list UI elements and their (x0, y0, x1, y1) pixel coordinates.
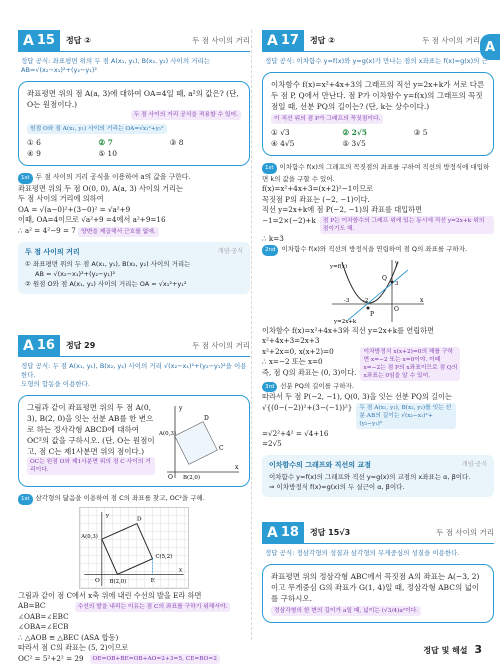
equation-note: 점 P는 이차함수의 그래프 위에 있는 동시에 직선 y=2x+k 위의 점이기도 해. (320, 216, 494, 234)
choice-1[interactable]: ① 6 (27, 138, 41, 147)
parabola-graph (328, 258, 428, 324)
problem-number: 15 (36, 32, 55, 48)
step-tag: 1st (18, 494, 33, 505)
level-letter: A (267, 32, 278, 49)
problem-badge (262, 522, 304, 544)
choice-5[interactable]: ⑤ 3√5 (342, 139, 366, 148)
fig-label-x: x (235, 464, 239, 471)
tip-title: 이차함수의 그래프와 직선의 교점 (269, 460, 371, 469)
step-title: 이차함수 f(x)와 직선의 방정식을 연립하여 점 Q의 좌표를 구하자. (281, 245, 468, 253)
tip-line: AB = √(x₂−x₁)²+(y₂−y₁)² (35, 269, 116, 278)
problem-box (18, 81, 250, 166)
equation-note: 두 점 A(x₁, y₁), B(x₂, y₂)를 잇는 선분 AB의 길이는 √(x₂−x₁)²+(y₂−y₁)² (356, 403, 456, 429)
topic-label: 두 점 사이의 거리 (192, 36, 250, 45)
section-17-header (262, 30, 480, 52)
problem-note: 두 점 사이의 거리 공식을 적용할 수 있어. (131, 110, 241, 120)
equation: ∠OAB=∠EBC (18, 611, 69, 621)
equation: ∴ a² = 4²−9 = 7 (18, 225, 76, 235)
tip-line: ② 원점 O와 점 A(x₁, y₁) 사이의 거리는 OA = √x₁²+y₁² (25, 279, 187, 288)
problem-note: OC는 원점 O와 제1사분면 위의 점 C 사이의 거리이다. (27, 457, 155, 475)
tip-line: 이차함수 y=f(x)의 그래프와 직선 y=g(x)의 교점의 x좌표는 α, β이다. (269, 472, 471, 481)
choices (271, 127, 485, 149)
graph-label-x: x (420, 296, 424, 304)
fig2-label-y: y (105, 512, 110, 519)
graph-label-q: Q (382, 274, 387, 282)
chapter-tab[interactable]: A (480, 34, 500, 60)
equation: x²+4x+3=2x+3 (262, 336, 320, 345)
equation: f(x)=x²+4x+3=(x+2)²−1이므로 (262, 184, 374, 193)
tip-category: 개념·공식 (461, 460, 487, 468)
section-15 (18, 30, 250, 294)
level-letter: A (23, 32, 34, 49)
step-text: 그림과 같이 점 C에서 x축 위에 내린 수선의 발을 E라 하면 (18, 590, 202, 600)
column-divider (251, 30, 252, 640)
step-tag: 2nd (262, 245, 278, 256)
key-formula (18, 55, 250, 77)
step-tag: 1st (262, 163, 277, 174)
equation: 이때, OA=4이므로 √a²+9 =4에서 a²+9=16 (18, 215, 166, 224)
problem-text: 이차함수 f(x)=x²+4x+3의 그래프의 직선 y=2x+k가 서로 다른 두 점 P, Q에서 만난다. 점 P가 이차함수 y=f(x)의 그래프의 꼭짓점일 때, 선분 PQ의 길이는? (단, k는 상수이다.) (271, 80, 485, 111)
graph-label-o: O (394, 305, 399, 313)
fig2-label-o: O (94, 577, 100, 584)
equation-note: OE=OB+BE=OB+AO=2+3=5, CE=BO=2 (90, 654, 220, 664)
equation-note: 이차방정식 x(x+2)=0의 해를 구하면 x=−2 또는 x=0이야. 이때 x=−2는 점 P의 x좌표이므로 점 Q의 x좌표는 0임을 알 수 있어. (360, 347, 460, 381)
fig2-label-b: B(2,0) (109, 578, 127, 585)
fig-label-c: C (219, 445, 224, 452)
fig-label-o: O (168, 474, 173, 480)
problem-badge (18, 30, 60, 52)
step-title: 선분 PQ의 길이를 구하자. (280, 381, 354, 390)
step-text: 따라서 점 C의 좌표는 (5, 2)이므로 (18, 643, 129, 652)
level-letter: A (23, 337, 34, 354)
answer-label: 정답 29 (65, 341, 96, 350)
tip-line: ① 좌표평면 위의 두 점 A(x₁, y₁), B(x₂, y₂) 사이의 거리는 (25, 259, 191, 268)
answer-label: 정답 ② (309, 36, 335, 45)
key-formula-text: 정답 공식: 좌표평면 위의 두 점 A(x₁, y₁), B(x₂, y₂) 사이의 거리는 AB=√(x₂−x₁)²+(y₂−y₁)² (21, 57, 210, 74)
choice-3[interactable]: ③ 8 (169, 138, 184, 147)
section-16-header (18, 335, 250, 357)
choice-4[interactable]: ④ 4√5 (271, 139, 295, 148)
solution-figure (79, 507, 189, 589)
fig-label-a: A(0,3) (159, 431, 177, 437)
equation: AB=BC (18, 601, 46, 610)
equation: OC² = 5²+2² = 29 (18, 653, 84, 663)
step-tag: 3rd (262, 382, 277, 393)
problem-box (262, 72, 494, 156)
equation: 직선 y=2x+k에 점 P(−2, −1)의 좌표를 대입하면 (262, 205, 423, 214)
key-formula (262, 55, 494, 68)
fig2-label-d: D (136, 516, 142, 523)
solution-steps (18, 493, 250, 664)
section-18-header (262, 522, 494, 544)
problem-badge (262, 30, 304, 52)
equation: OA = √(a−0)²+(3−0)² = √a²+9 (18, 204, 131, 214)
fig2-label-a: A(0,3) (81, 533, 98, 540)
answer-label: 정답 15√3 (309, 528, 351, 537)
equation: x²+2x=0, x(x+2)=0 (262, 346, 334, 356)
topic-label: 두 점 사이의 거리 (422, 36, 480, 45)
problem-number: 16 (36, 337, 55, 353)
graph-label-3: 3 (395, 280, 399, 287)
equation: =√2²+4² = √4+16 (262, 428, 329, 438)
right-column (262, 30, 494, 614)
problem-badge (18, 335, 60, 357)
problem-box (262, 564, 494, 623)
equation-note: 수선의 발을 내리는 이유는 점 C의 좌표를 구하기 위해서야. (75, 602, 231, 612)
footer-label: 정답 및 해설 (423, 646, 468, 655)
choice-2[interactable]: ② 2√5 (342, 128, 368, 137)
page-footer (423, 643, 482, 656)
tip-category: 개념·공식 (217, 247, 243, 255)
equation: 따라서 두 점 P(−2, −1), Q(0, 3)을 잇는 선분 PQ의 길이는 (262, 392, 452, 401)
section-16 (18, 335, 250, 664)
graph-label-fx: y=f(x) (330, 263, 348, 270)
equation: ∴ k=3 (262, 233, 284, 243)
graph-label-neg2: -2 (363, 297, 369, 304)
problem-box (18, 395, 250, 487)
graph-label-line: y=2x+k (334, 318, 357, 324)
choice-4[interactable]: ④ 9 (27, 149, 41, 158)
step-title: 두 점 사이의 거리 공식을 이용하여 a의 값을 구한다. (35, 173, 191, 181)
fig2-label-x: x (178, 566, 183, 573)
problem-note: 정삼각형의 한 변의 길이가 a일 때, 넓이는 (√3/4)a²이다. (271, 606, 421, 616)
page-number: 3 (474, 643, 482, 656)
graph-label-p: P (370, 310, 375, 318)
graph-label-neg3: -3 (344, 297, 350, 304)
step-text: 두 점 사이의 거리에 의하여 (18, 194, 104, 203)
problem-number: 18 (280, 524, 299, 540)
fig2-label-e: E (150, 577, 155, 584)
problem-text: 그림과 같이 좌표평면 위의 두 점 A(0, 3), B(2, 0)을 잇는 선분 AB를 한 변으로 하는 정사각형 ABCD에 대하여 OC²의 값을 구하시오. (단, O는 원점이고, 점 C는 제1사분면 위의 점이다.) (27, 403, 155, 456)
equation: 꼭짓점 P의 좌표는 (−2, −1)이다. (262, 194, 370, 204)
problem-note: 이 직선 위의 점 P가 그래프의 꼭짓점이다. (271, 114, 383, 124)
choice-3[interactable]: ③ 5 (413, 128, 428, 137)
solution-steps (18, 172, 250, 237)
equation: 이차함수 f(x)=x²+4x+3와 직선 y=2x+k를 연립하면 (262, 325, 435, 335)
step-text: 좌표평면 위의 두 점 O(0, 0), A(a, 3) 사이의 거리는 (18, 183, 183, 193)
key-formula (262, 547, 494, 560)
problem-text: 좌표평면 위의 정삼각형 ABC에서 꼭짓점 A의 좌표는 A(−3, 2)이고 무게중심 G의 좌표가 G(1, 4)일 때, 정삼각형 ABC의 넓이를 구하시오. (271, 572, 480, 603)
key-formula (18, 360, 250, 391)
problem-text: 좌표평면 위의 점 A(a, 3)에 대하여 OA=4일 때, a²의 값은? (단, O는 원점이다.) (27, 89, 239, 109)
tip-box (18, 242, 250, 294)
fig-label-b: B(2,0) (183, 475, 201, 480)
choice-5[interactable]: ⑤ 10 (98, 149, 117, 158)
topic-label: 두 점 사이의 거리 (192, 341, 250, 350)
key-formula-text: 정답 공식: 이차함수 y=f(x)와 y=g(x)가 만나는 점의 x좌표는 f(x)=g(x)의 근 (265, 57, 488, 65)
equation: =2√5 (262, 439, 282, 448)
square-figure (159, 402, 241, 480)
topic-label: 두 점 사이의 거리 (436, 528, 494, 537)
tip-line: ⇒ 이차방정식 f(x)=g(x)의 두 실근이 α, β이다. (269, 482, 405, 491)
equation-note: 양변을 제곱해서 근호를 없애. (78, 227, 159, 237)
section-17 (262, 30, 494, 497)
graph-label-y: y (395, 259, 399, 267)
equation: ∴ △AOB ≡ △BEC (ASA 합동) (18, 632, 119, 642)
key-formula-text: 정답 공식: 두 점 A(x₁, y₁), B(x₂, y₂) 사이의 거리 √(x₂−x₁)²+(y₂−y₁)²을 이용한다. (21, 362, 247, 379)
problem-note-2: 원점 O와 점 A(x₁, y₁) 사이의 거리는 OA=√x₁²+y₁² (27, 124, 167, 134)
equation: −1=2×(−2)+k (262, 215, 316, 225)
equation: ∴ x=−2 또는 x=0 (262, 357, 323, 366)
answer-label: 정답 ② (65, 36, 91, 45)
solution-steps (262, 162, 494, 450)
step-title: 삼각형의 닮음을 이용하여 점 C의 좌표를 찾고, OC²을 구해. (35, 494, 205, 502)
step-title: 이차함수 f(x)의 그래프의 꼭짓점의 좌표를 구하여 직선의 방정식에 대입하면 k의 값을 구할 수 있어. (262, 163, 490, 183)
key-formula-text-2: 도형의 합동을 이용한다. (21, 380, 90, 388)
section-15-header (18, 30, 250, 52)
choice-2[interactable]: ② 7 (98, 138, 113, 147)
choices (27, 137, 241, 159)
problem-number: 17 (280, 32, 299, 48)
equation: ∠OBA=∠ECB (18, 622, 69, 631)
choice-1[interactable]: ① √3 (271, 128, 290, 137)
fig-label-y: y (179, 405, 183, 412)
level-letter: A (267, 524, 278, 541)
left-column (18, 30, 250, 663)
equation: 즉, 점 Q의 좌표는 (0, 3)이다. (262, 367, 357, 377)
step-tag: 1st (18, 173, 33, 184)
fig-label-d: D (204, 415, 209, 422)
key-formula-text: 정답 공식: 정삼각형의 성질과 삼각형의 무게중심의 성질을 이용한다. (265, 549, 460, 557)
equation: √{(0−(−2))²+(3−(−1))²} (262, 402, 353, 412)
tip-box (262, 455, 494, 497)
tip-title: 두 점 사이의 거리 (25, 247, 80, 256)
section-18 (262, 522, 494, 629)
fig2-label-c: C(5,2) (155, 553, 173, 560)
